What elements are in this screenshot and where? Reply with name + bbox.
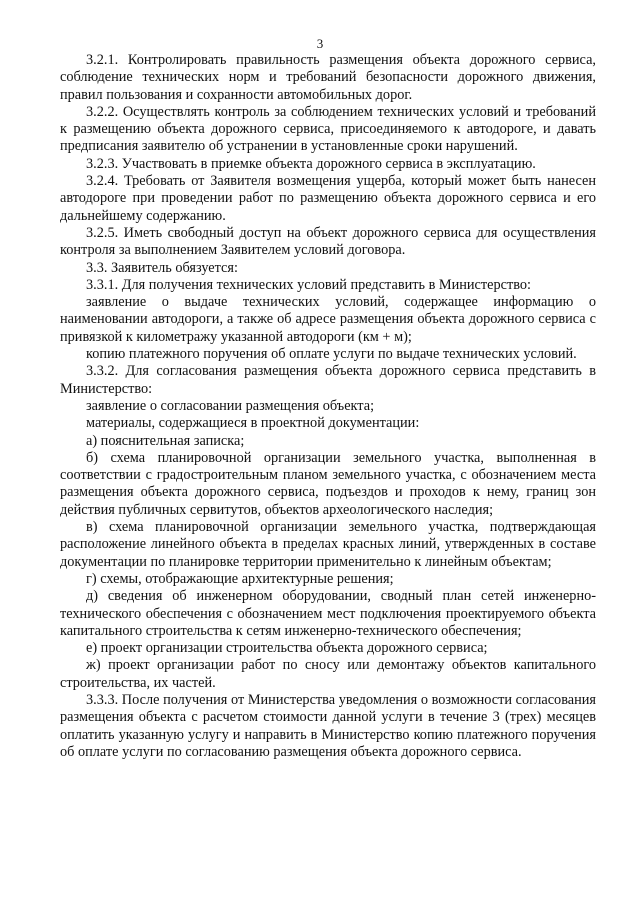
page-body — [60, 52, 596, 761]
list-item-d: д) сведения об инженерном оборудовании, сводный план сетей инженерно-технического обеспечения с обозначением мест подключения проектируемого объекта капитального строительства к сетям инженерно-технического обеспечения; — [60, 588, 596, 639]
paragraph-payment-copy: копию платежного поручения об оплате услуги по выдаче технических условий. — [86, 346, 577, 363]
paragraph-application-tech-conditions: заявление о выдаче технических условий, содержащее информацию о наименовании автодороги, а также об адресе размещения объекта дорожного сервиса с привязкой к километражу указанной автодороги (км + м); — [60, 294, 596, 345]
list-item-v: в) схема планировочной организации земельного участка, подтверждающая расположение линейного объекта в пределах красных линий, утвержденных в составе документации по планировке территории применительно к линейным объектам; — [60, 519, 596, 570]
paragraph-3-2-1: 3.2.1. Контролировать правильность размещения объекта дорожного сервиса, соблюдение технических норм и требований безопасности дорожного движения, правил пользования и сохранности автомобильных дорог. — [60, 52, 596, 103]
paragraph-3-3: 3.3. Заявитель обязуется: — [86, 259, 238, 276]
paragraph-project-materials: материалы, содержащиеся в проектной документации: — [86, 415, 420, 432]
paragraph-3-2-3: 3.2.3. Участвовать в приемке объекта дорожного сервиса в эксплуатацию. — [86, 155, 536, 172]
list-item-zh: ж) проект организации работ по сносу или демонтажу объектов капитального строительства, их частей. — [60, 657, 596, 691]
paragraph-3-3-1: 3.3.1. Для получения технических условий представить в Министерство: — [86, 276, 532, 293]
paragraph-3-3-3: 3.3.3. После получения от Министерства уведомления о возможности согласования размещения объекта с расчетом стоимости данной услуги в течение 3 (трех) месяцев оплатить указанную услугу и направить в Министерство копию платежного поручения об оплате услуги по согласованию размещения объекта дорожного сервиса. — [60, 691, 596, 760]
paragraph-3-2-2: 3.2.2. Осуществлять контроль за соблюдением технических условий и требований к размещению объекта дорожного сервиса, присоединяемого к автодороге, и давать предписания заявителю об устранении в установленные сроки нарушений. — [60, 103, 596, 155]
paragraph-3-3-2: 3.3.2. Для согласования размещения объекта дорожного сервиса представить в Министерство: — [60, 363, 596, 397]
list-item-a: а) пояснительная записка; — [86, 432, 245, 449]
paragraph-3-2-5: 3.2.5. Иметь свободный доступ на объект дорожного сервиса для осуществления контроля за выполнением Заявителем условий договора. — [60, 224, 596, 259]
list-item-b: б) схема планировочной организации земельного участка, выполненная в соответствии с градостроительным планом земельного участка, с обозначением места размещения объекта дорожного сервиса, подъездов и проходов к нему, границ зон действия публичных сервитутов, объектов археологического наследия; — [60, 449, 596, 518]
paragraph-application-placement: заявление о согласовании размещения объекта; — [86, 397, 375, 414]
list-item-g: г) схемы, отображающие архитектурные решения; — [86, 570, 394, 587]
paragraph-3-2-4: 3.2.4. Требовать от Заявителя возмещения ущерба, который может быть нанесен автодороге при проведении работ по размещению объекта дорожного сервиса и его дальнейшему содержанию. — [60, 173, 596, 224]
list-item-e: е) проект организации строительства объекта дорожного сервиса; — [86, 640, 488, 657]
page-number: 3 — [316, 36, 324, 51]
